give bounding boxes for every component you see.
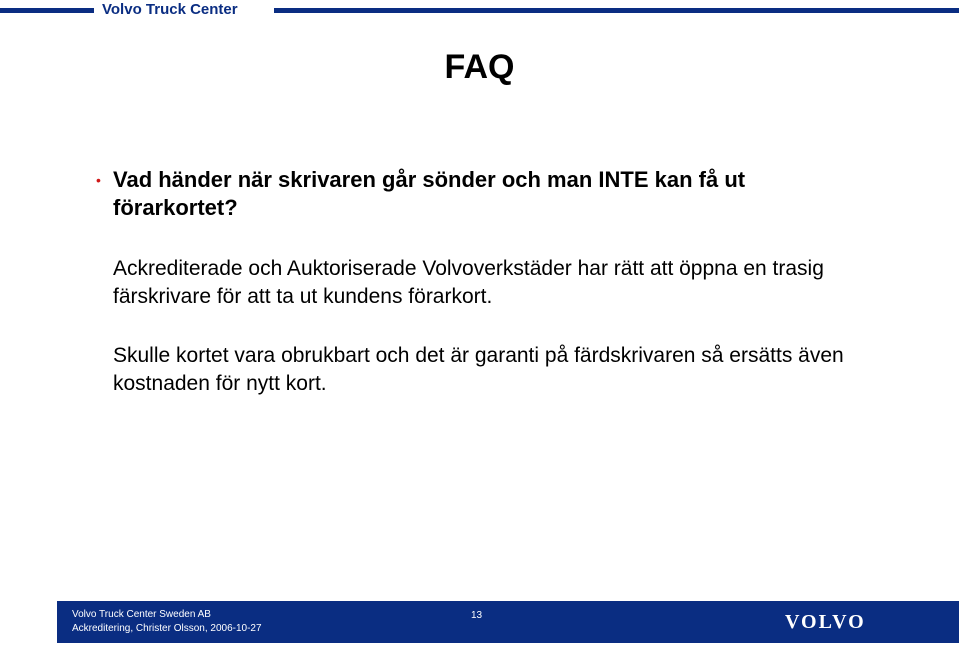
footer-bar xyxy=(57,601,959,643)
footer-company: Volvo Truck Center Sweden AB xyxy=(72,609,211,620)
header-bar-right xyxy=(274,8,959,13)
header-bar-left xyxy=(0,8,94,13)
footer-info xyxy=(72,608,262,636)
volvo-logo: VOLVO xyxy=(785,611,866,633)
faq-question: Vad händer när skrivaren går sönder och man INTE kan få ut förarkortet? xyxy=(113,167,746,220)
slide-title: FAQ xyxy=(444,48,515,86)
answer-paragraph-2: Skulle kortet vara obrukbart och det är garanti på färdskrivaren så ersätts även kostnaden för nytt kort. xyxy=(113,344,844,395)
bullet-icon: • xyxy=(96,172,101,188)
answer-paragraph-1: Ackrediterade och Auktoriserade Volvoverkstäder har rätt att öppna en trasig färskrivare för att ta ut kundens förarkort. xyxy=(113,257,824,308)
footer-subtitle: Ackreditering, Christer Olsson, 2006-10-27 xyxy=(72,623,262,634)
page-number: 13 xyxy=(471,610,483,621)
header-title: Volvo Truck Center xyxy=(102,1,238,18)
